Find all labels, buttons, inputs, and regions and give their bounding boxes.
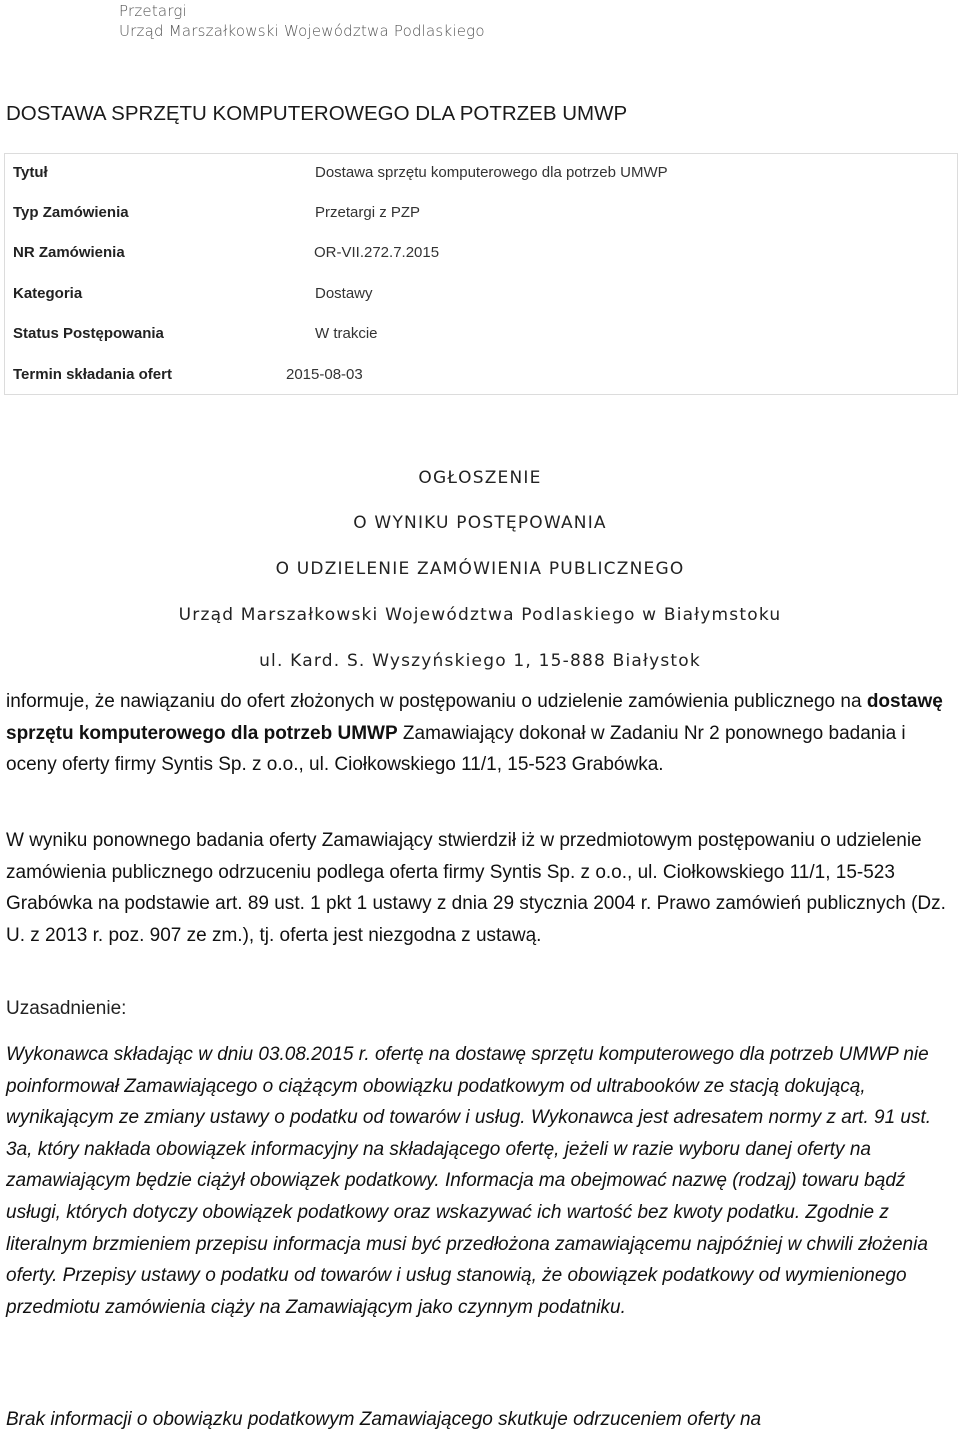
table-row xyxy=(5,315,957,355)
table-row xyxy=(5,194,957,234)
detail-value: Przetargi z PZP xyxy=(315,204,421,221)
table-row xyxy=(5,275,957,315)
detail-label: Typ Zamówienia xyxy=(13,204,129,221)
justification-continued: Brak informacji o obowiązku podatkowym Zamawiającego skutkuje odrzuceniem oferty na xyxy=(6,1409,762,1430)
paragraph-bold-text: dostawę sprzętu komputerowego dla potrzeb UMWP xyxy=(6,691,943,744)
detail-value: W trakcie xyxy=(315,325,378,342)
detail-label: NR Zamówienia xyxy=(13,244,125,261)
page-title: DOSTAWA SPRZĘTU KOMPUTEROWEGO DLA POTRZEB UMWP xyxy=(6,102,628,125)
detail-value: 2015-08-03 xyxy=(286,366,363,383)
table-row xyxy=(5,356,957,396)
paragraph: W wyniku ponownego badania oferty Zamawiający stwierdził iż w przedmiotowym postępowaniu o udzielenie zamówienia publicznego odrzuceniu podlega oferta firmy Syntis Sp. z o.o., ul. Ciołkowskiego 11/1, 15-523 Grabówka na podstawie art. 89 ust. 1 pkt 1 ustawy z dnia 29 stycznia 2004 r. Prawo zamówień publicznych (Dz. U. z 2013 r. poz. 907 ze zm.), tj. oferta jest niezgodna z ustawą. xyxy=(6,830,946,946)
paragraph xyxy=(6,686,956,781)
detail-label: Termin składania ofert xyxy=(13,366,172,383)
paragraph-text: informuje, że nawiązaniu do ofert złożonych w postępowaniu o udzielenie zamówienia publicznego na xyxy=(6,691,867,712)
detail-label: Status Postępowania xyxy=(13,325,164,342)
table-row xyxy=(5,154,957,194)
notice-heading: OGŁOSZENIE xyxy=(418,468,542,488)
details-table xyxy=(4,153,958,395)
notice-subheading: O UDZIELENIE ZAMÓWIENIA PUBLICZNEGO xyxy=(275,559,685,579)
justification-text: Wykonawca składając w dniu 03.08.2015 r. ofertę na dostawę sprzętu komputerowego dla potrzeb UMWP nie poinformował Zamawiającego o ciążącym obowiązku podatkowym od ultrabooków ze stacją dokującą, wynikającym ze zmiany ustawy o podatku od towarów i usług. Wykonawca jest adresatem normy z art. 91 ust. 3a, który nakłada obowiązek informacyjny na składającego ofertę, jeżeli w razie wyboru danej oferty na zamawiającym będzie ciążył obowiązek podatkowy. Informacja ma obejmować nazwę (rodzaj) towaru bądź usługi, których dotyczy obowiązek podatkowy oraz wskazywać ich wartość bez kwoty podatku. Zgodnie z literalnym brzmieniem przepisu informacja musi być przedłożona zamawiającemu najpóźniej w chwili złożenia oferty. Przepisy ustawy o podatku od towarów i usług stanowią, że obowiązek podatkowy od wymienionego przedmiotu zamówienia ciąży na Zamawiającym jako czynnym podatniku. xyxy=(6,1044,932,1318)
breadcrumb-category[interactable]: Przetargi xyxy=(119,2,187,20)
detail-value: OR-VII.272.7.2015 xyxy=(314,244,440,261)
notice-issuer: Urząd Marszałkowski Województwa Podlaskiego w Białymstoku xyxy=(178,605,782,625)
office-name: Urząd Marszałkowski Województwa Podlaskiego xyxy=(119,22,485,40)
detail-value: Dostawy xyxy=(315,285,373,302)
detail-label: Kategoria xyxy=(13,285,83,302)
paragraph-text: Zamawiający dokonał w Zadaniu Nr 2 ponownego badania i oceny oferty firmy Syntis Sp. z o.o., ul. Ciołkowskiego 11/1, 15-523 Grabówka. xyxy=(6,722,906,776)
notice-address: ul. Kard. S. Wyszyńskiego 1, 15-888 Białystok xyxy=(259,651,701,671)
detail-label: Tytuł xyxy=(13,164,48,181)
justification-label: Uzasadnienie: xyxy=(6,998,127,1019)
table-row xyxy=(5,234,957,274)
notice-subheading: O WYNIKU POSTĘPOWANIA xyxy=(353,513,607,533)
detail-value: Dostawa sprzętu komputerowego dla potrzeb UMWP xyxy=(315,164,668,181)
